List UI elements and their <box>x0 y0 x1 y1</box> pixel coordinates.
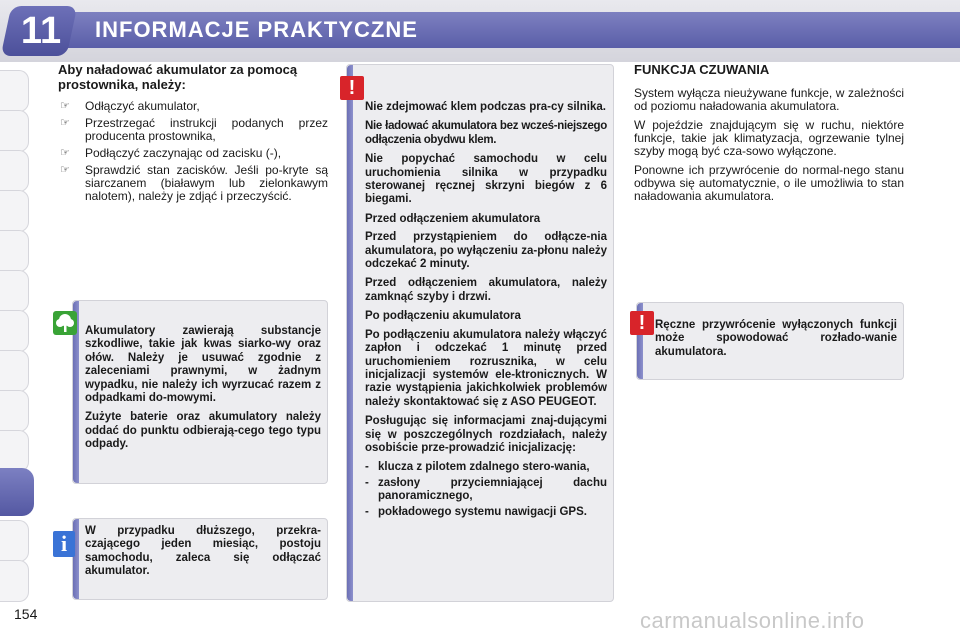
side-tab[interactable] <box>0 270 29 312</box>
side-tab-active[interactable] <box>0 468 34 516</box>
standby-paragraph: System wyłącza nieużywane funkcje, w zależności od poziomu naładowania akumulatora. <box>634 86 904 113</box>
warning-box <box>346 64 614 602</box>
info-icon: i <box>53 531 75 557</box>
warning-paragraph: Przed przystąpieniem do odłącze-nia akumulatora, po wyłączeniu za-płonu należy odczekać 2 minuty. <box>365 231 607 271</box>
side-tab[interactable] <box>0 350 29 392</box>
standby-section <box>634 62 904 209</box>
section-heading: Przed odłączeniem akumulatora <box>365 212 541 225</box>
standby-paragraph: Ponowne ich przywrócenie do normal-nego stanu odbywa się automatycznie, o ile umożliwia to stan naładowania akumulatora. <box>634 163 904 203</box>
side-tab[interactable] <box>0 230 29 272</box>
warning-icon: ! <box>630 311 654 335</box>
list-item: ☞ Sprawdzić stan zacisków. Jeśli po-kryte są siarczanem (białawym lub zielonkawym nalotem), należy je zdjąć i przeczyścić. <box>60 163 328 203</box>
info-box <box>72 518 328 600</box>
warning-paragraph: Nie popychać samochodu w celu uruchomienia silnika w przypadku sterowanej ręcznej skrzyni biegów z 6 biegami. <box>365 153 607 206</box>
side-tab[interactable] <box>0 190 29 232</box>
finger-pointer-icon: ☞ <box>60 147 70 159</box>
side-tab[interactable] <box>0 310 29 352</box>
warning-paragraph: Po podłączeniu akumulatora należy włączyć zapłon i odczekać 1 minutę przed uruchomieniem rozrusznika, w celu inicjalizacji systemów ele-ktronicznych. W razie wystąpienia jakichkolwiek problemów należy skontaktować się z ASO PEUGEOT. <box>365 328 607 408</box>
side-tab[interactable] <box>0 560 29 602</box>
charging-heading: Aby naładować akumulator za pomocą prostownika, należy: <box>58 62 298 92</box>
side-tab[interactable] <box>0 430 29 472</box>
side-tab[interactable] <box>0 390 29 432</box>
finger-pointer-icon: ☞ <box>60 164 70 176</box>
side-tab[interactable] <box>0 150 29 192</box>
warning-paragraph: Przed odłączeniem akumulatora, należy zamknąć szyby i drzwi. <box>365 277 607 303</box>
watermark: carmanualsonline.info <box>640 608 865 633</box>
warning-box-small <box>636 302 904 380</box>
section-heading: Po podłączeniu akumulatora <box>365 310 521 323</box>
page-title: INFORMACJE PRAKTYCZNE <box>95 17 418 42</box>
warning-paragraph: Posługując się informacjami znaj-dującymi się w poszczególnych rozdziałach, należy osobiście prze-prowadzić inicjalizację: <box>365 415 607 454</box>
warning-text: Ręczne przywrócenie wyłączonych funkcji może spowodować rozłado-wanie akumulatora. <box>655 319 897 358</box>
list-item: ☞ Podłączyć zaczynając od zacisku (-), <box>60 146 282 160</box>
finger-pointer-icon: ☞ <box>60 117 70 129</box>
list-item: - klucza z pilotem zdalnego stero-wania, <box>365 461 590 474</box>
list-item: ☞ Przestrzegać instrukcji podanych przez producenta prostownika, <box>60 116 328 143</box>
side-tab[interactable] <box>0 70 29 112</box>
standby-paragraph: W pojeździe znajdującym się w ruchu, niektóre funkcje, takie jak klimatyzacja, ogrzewanie tylnej szyby mogą być cza-sowo wyłączone. <box>634 118 904 158</box>
list-item: - pokładowego systemu nawigacji GPS. <box>365 505 587 518</box>
info-text: W przypadku dłuższego, przekra-czającego jeden miesiąc, postoju samochodu, zaleca się odłączać akumulator. <box>85 525 321 578</box>
standby-heading: FUNKCJA CZUWANIA <box>634 62 770 77</box>
eco-paragraph: Akumulatory zawierają substancje szkodliwe, takie jak kwas siarko-wy oraz ołów. Należy je usuwać zgodnie z zaleceniami prawnymi, w żadnym wypadku, nie należy ich wyrzucać razem z odpadkami do-mowymi. <box>85 325 321 405</box>
list-item: - zasłony przyciemniającej dachu panoramicznego, <box>365 476 607 503</box>
list-item: ☞ Odłączyć akumulator, <box>60 99 200 113</box>
page-number: 154 <box>14 606 38 622</box>
eco-paragraph: Zużyte baterie oraz akumulatory należy oddać do punktu odbierają-cego tego typu odpady. <box>85 411 321 451</box>
side-tab[interactable] <box>0 520 29 562</box>
warning-paragraph: Nie ładować akumulatora bez wcześ-niejszego odłączenia obydwu klem. <box>365 120 607 146</box>
warning-icon: ! <box>340 76 364 100</box>
eco-box <box>72 300 328 484</box>
box-strip <box>347 65 353 601</box>
finger-pointer-icon: ☞ <box>60 100 70 112</box>
charging-section <box>58 62 328 207</box>
chapter-number: 11 <box>20 10 62 52</box>
warning-paragraph: Nie zdejmować klem podczas pra-cy silnika. <box>365 101 606 113</box>
eco-tree-icon <box>53 311 77 335</box>
side-tab[interactable] <box>0 110 29 152</box>
